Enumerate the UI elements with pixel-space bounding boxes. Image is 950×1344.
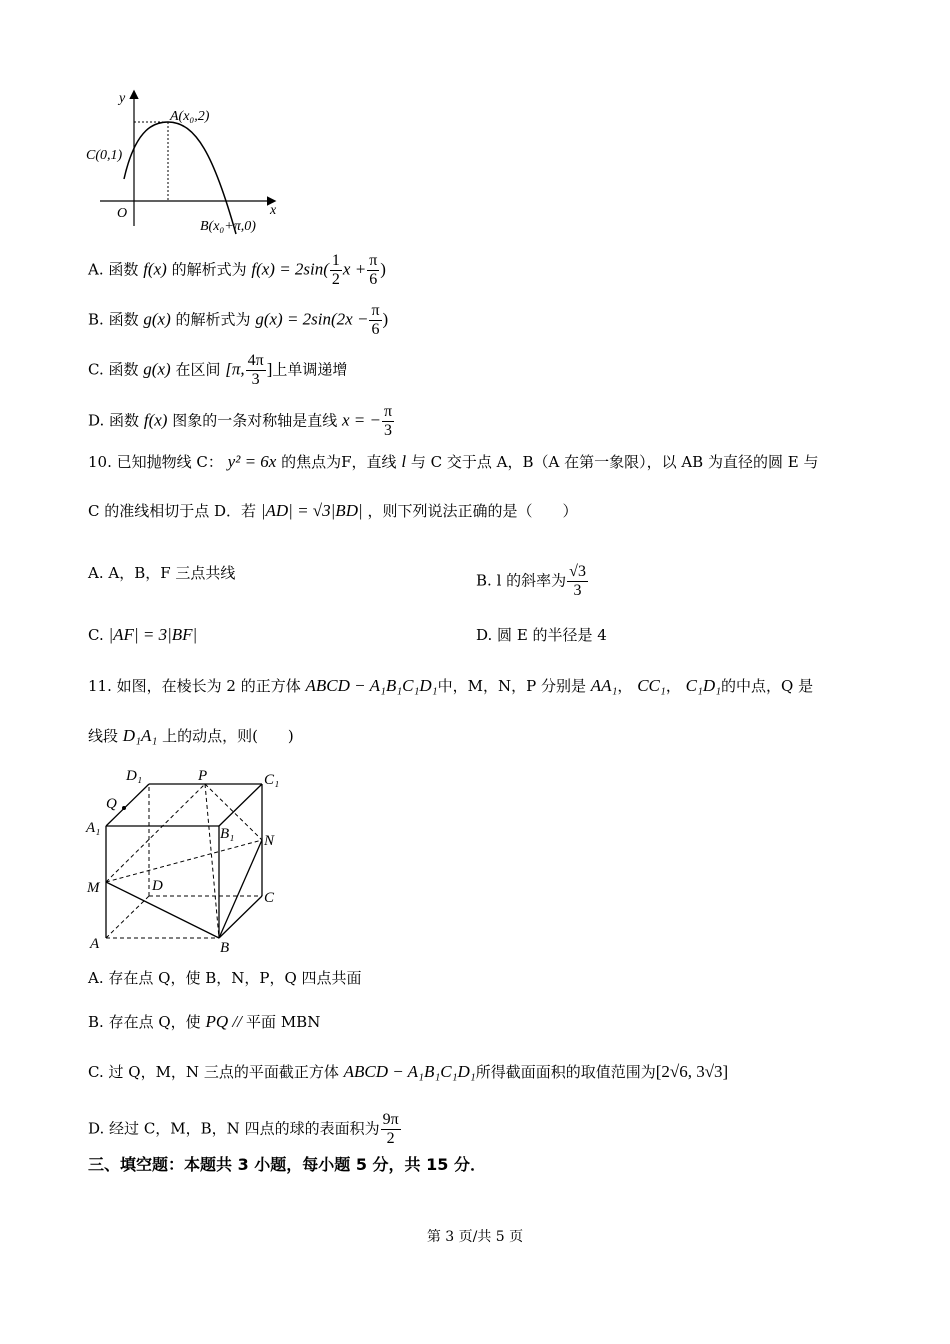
fraction-numerator: π bbox=[384, 403, 393, 420]
function-graph bbox=[86, 86, 286, 236]
segment-p-b bbox=[205, 784, 219, 938]
stem-text: C 的准线相切于点 D．若 bbox=[88, 502, 257, 520]
stem-text: 的中点，Q 是 bbox=[721, 677, 814, 695]
fraction bbox=[567, 563, 588, 600]
fraction-denominator: 3 bbox=[384, 422, 393, 439]
option-text: 函数 bbox=[108, 310, 139, 329]
math-expr: g(x) = 2sin(2x − bbox=[255, 309, 369, 329]
option-label: A. bbox=[88, 564, 104, 582]
math-paren: ) bbox=[382, 309, 389, 329]
q10-option-c[interactable] bbox=[88, 625, 197, 645]
stem-text: ， bbox=[617, 677, 633, 695]
stem-text: 线段 bbox=[88, 727, 119, 745]
origin-label: O bbox=[117, 206, 128, 221]
q11-option-c[interactable] bbox=[88, 1062, 728, 1082]
option-label: B. bbox=[88, 1013, 104, 1031]
q9-option-d[interactable] bbox=[88, 403, 395, 440]
edge-a-d bbox=[106, 896, 149, 938]
q9-option-b[interactable] bbox=[88, 302, 388, 339]
fraction-numerator: π bbox=[369, 252, 378, 269]
option-text: 经过 C，M，B，N 四点的球的表面积为 bbox=[109, 1119, 380, 1138]
label-m: M bbox=[87, 880, 100, 896]
q11-option-b[interactable] bbox=[88, 1012, 320, 1032]
math-range: [2√6, 3√3] bbox=[655, 1062, 729, 1081]
math-c1d1: C₁D₁ bbox=[685, 676, 722, 695]
q10-option-d[interactable] bbox=[476, 625, 607, 645]
point-a-label: A(x₀,2) bbox=[170, 109, 210, 124]
option-text: 在区间 bbox=[175, 360, 221, 379]
edge-b1-c1 bbox=[219, 784, 262, 826]
option-label: D. bbox=[476, 626, 493, 644]
fraction bbox=[330, 252, 342, 289]
option-label: C. bbox=[88, 360, 104, 379]
label-c1: C₁ bbox=[264, 772, 280, 788]
math-d1a1: D₁A₁ bbox=[122, 726, 158, 745]
option-text: 函数 bbox=[108, 360, 139, 379]
section-heading: 三、填空题：本题共 3 小题，每小题 5 分，共 15 分． bbox=[88, 1155, 486, 1174]
option-label: C. bbox=[88, 1063, 104, 1081]
fraction bbox=[382, 403, 394, 440]
math-expr: f(x) = 2sin( bbox=[251, 259, 329, 279]
label-d1: D₁ bbox=[126, 768, 143, 784]
option-text: 所得截面面积的取值范围为 bbox=[475, 1063, 656, 1081]
fraction-numerator: π bbox=[371, 302, 380, 319]
stem-text: ， bbox=[665, 677, 681, 695]
option-label: B. bbox=[476, 571, 492, 590]
q9-option-c[interactable] bbox=[88, 352, 347, 389]
sine-curve bbox=[124, 122, 236, 234]
math-cube: ABCD − A₁B₁C₁D₁ bbox=[305, 676, 438, 695]
fraction bbox=[369, 302, 381, 339]
q11-stem-line2 bbox=[88, 726, 294, 746]
math-expr: [π, bbox=[225, 359, 245, 379]
q11-option-d[interactable] bbox=[88, 1111, 402, 1148]
math-aa1: AA₁ bbox=[590, 676, 618, 695]
math-gx: g(x) bbox=[143, 309, 171, 329]
math-expr: x + bbox=[342, 259, 367, 279]
fraction bbox=[246, 352, 266, 389]
math-fx: f(x) bbox=[143, 410, 168, 430]
math-expr: PQ // bbox=[205, 1012, 247, 1031]
math-cc1: CC₁ bbox=[637, 676, 666, 695]
segment-n-b bbox=[219, 840, 262, 938]
q10-stem-line2 bbox=[88, 501, 577, 521]
fraction-denominator: 3 bbox=[573, 582, 582, 599]
option-label: A. bbox=[88, 969, 104, 987]
option-text: 的解析式为 bbox=[171, 260, 247, 279]
page-footer: 第 3 页/共 5 页 bbox=[426, 1229, 524, 1245]
option-text: 上单调递增 bbox=[272, 360, 348, 379]
stem-text: 与 C 交于点 A，B（A 在第一象限），以 AB 为直径的圆 E 与 bbox=[410, 453, 819, 471]
q10-option-b[interactable] bbox=[476, 563, 589, 600]
stem-text: 中，M，N，P 分别是 bbox=[437, 677, 586, 695]
math-gx: g(x) bbox=[143, 359, 171, 379]
fraction bbox=[381, 1111, 401, 1148]
fraction-denominator: 6 bbox=[369, 271, 378, 288]
label-b: B bbox=[220, 940, 230, 954]
math-fx: f(x) bbox=[143, 259, 167, 279]
q10-stem-line1 bbox=[88, 452, 818, 472]
fraction-numerator: 1 bbox=[331, 252, 340, 269]
fraction-denominator: 2 bbox=[331, 271, 340, 288]
option-text: 存在点 Q，使 bbox=[108, 1013, 201, 1031]
question-number: 10. bbox=[88, 453, 112, 471]
option-text: 平面 MBN bbox=[246, 1013, 321, 1031]
y-axis-label: y bbox=[119, 91, 126, 106]
q11-option-a[interactable] bbox=[88, 968, 362, 988]
x-axis-label: x bbox=[270, 203, 277, 218]
q9-option-a[interactable] bbox=[88, 252, 386, 289]
math-expr: x = − bbox=[342, 410, 382, 430]
math-expr: |AF| = 3|BF| bbox=[108, 625, 198, 644]
label-d: D bbox=[152, 878, 163, 894]
label-q: Q bbox=[106, 796, 117, 812]
stem-text: 已知抛物线 C： bbox=[116, 453, 223, 471]
stem-text: 的焦点为F，直线 bbox=[281, 453, 397, 471]
option-text: 函数 bbox=[108, 260, 139, 279]
label-c: C bbox=[264, 890, 275, 906]
label-a1: A₁ bbox=[86, 820, 101, 836]
option-label: C. bbox=[88, 626, 104, 644]
label-n: N bbox=[264, 833, 275, 849]
point-q-dot bbox=[122, 806, 126, 810]
option-label: A. bbox=[88, 260, 104, 279]
option-text: 图象的一条对称轴是直线 bbox=[172, 411, 338, 430]
fraction-denominator: 3 bbox=[251, 371, 260, 388]
edge-b-c bbox=[219, 896, 262, 938]
option-text: 过 Q，M，N 三点的平面截正方体 bbox=[108, 1063, 339, 1081]
segment-m-p bbox=[106, 784, 205, 882]
math-cube: ABCD − A₁B₁C₁D₁ bbox=[343, 1062, 476, 1081]
fraction-numerator: 9π bbox=[382, 1111, 399, 1128]
option-text: 存在点 Q，使 B，N，P，Q 四点共面 bbox=[108, 969, 362, 987]
stem-text: ，则下列说法正确的是（ ） bbox=[367, 502, 578, 520]
math-l: l bbox=[401, 452, 407, 471]
stem-text: 上的动点，则( ) bbox=[162, 727, 294, 745]
point-c-label: C(0,1) bbox=[86, 148, 123, 163]
fraction bbox=[367, 252, 379, 289]
point-b-label: B(x₀+π,0) bbox=[200, 219, 256, 234]
label-b1: B₁ bbox=[220, 826, 235, 842]
math-equation: y² = 6x bbox=[227, 452, 277, 471]
segment-m-n bbox=[106, 840, 262, 882]
label-p: P bbox=[198, 768, 208, 784]
math-paren: ) bbox=[380, 259, 386, 279]
option-text: 圆 E 的半径是 4 bbox=[497, 626, 607, 644]
fraction-numerator: √3 bbox=[569, 563, 586, 580]
fraction-denominator: 2 bbox=[386, 1130, 395, 1147]
q10-option-a[interactable] bbox=[88, 563, 235, 583]
option-text: 的解析式为 bbox=[175, 310, 251, 329]
math-bracket: ] bbox=[266, 359, 273, 379]
option-label: D. bbox=[88, 411, 105, 430]
option-text: 函数 bbox=[109, 411, 140, 430]
stem-text: 如图，在棱长为 2 的正方体 bbox=[116, 677, 301, 695]
label-a: A bbox=[90, 936, 100, 952]
math-condition: |AD| = √3|BD| bbox=[260, 501, 363, 520]
q11-stem-line1 bbox=[88, 676, 813, 696]
option-text: l 的斜率为 bbox=[496, 571, 567, 590]
option-label: D. bbox=[88, 1119, 105, 1138]
fraction-numerator: 4π bbox=[247, 352, 264, 369]
option-text: A，B，F 三点共线 bbox=[108, 564, 236, 582]
option-label: B. bbox=[88, 310, 104, 329]
question-number: 11. bbox=[88, 677, 112, 695]
fraction-denominator: 6 bbox=[371, 321, 380, 338]
cube-figure bbox=[84, 762, 294, 954]
